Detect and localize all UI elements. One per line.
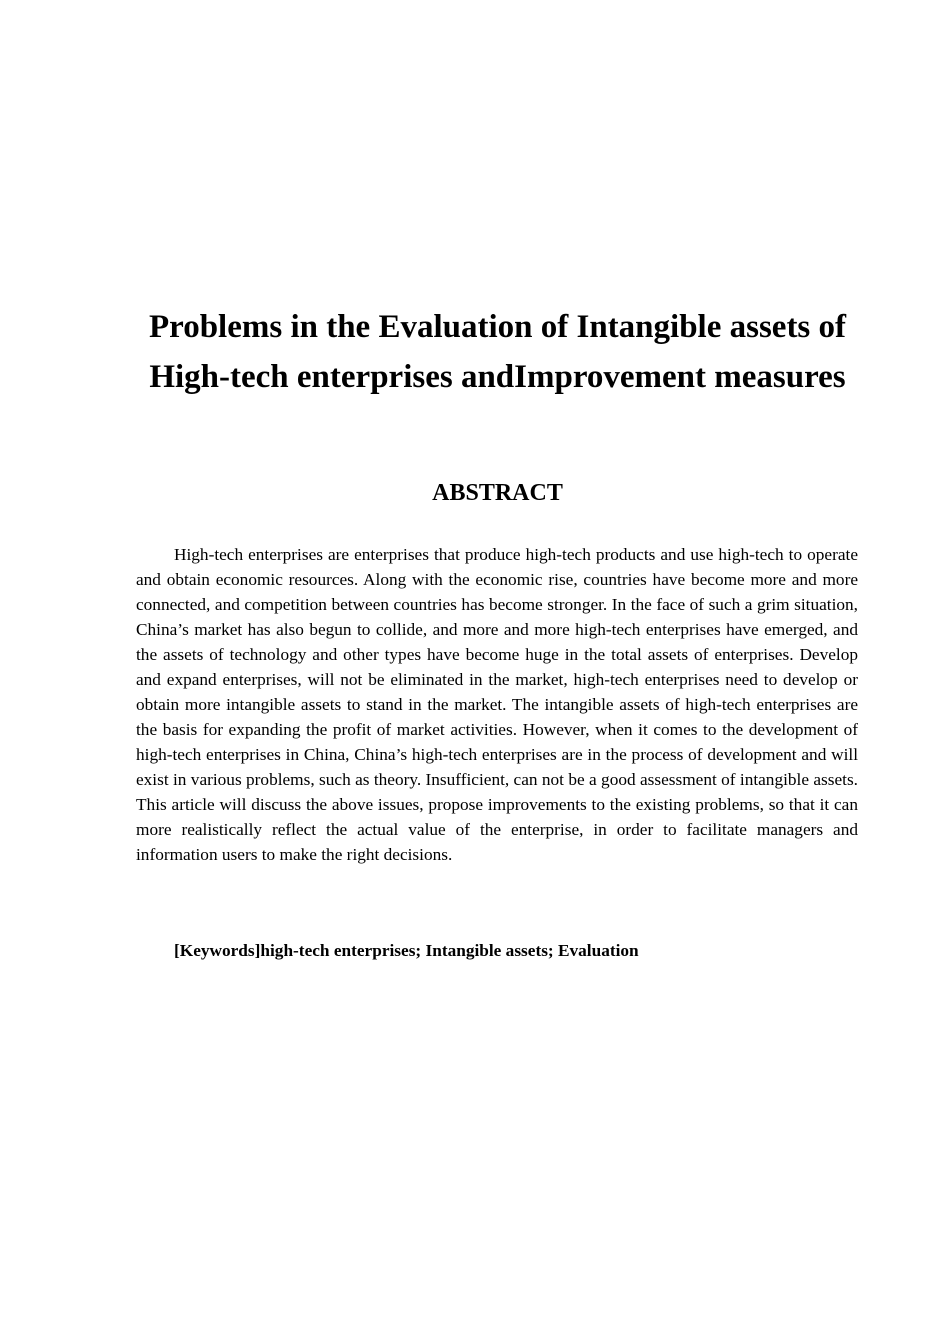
paper-title: Problems in the Evaluation of Intangible assets of High-tech enterprises andImprovement measures	[148, 309, 847, 395]
abstract-heading: ABSTRACT	[432, 480, 563, 506]
keywords-line: [Keywords]high-tech enterprises; Intangible assets; Evaluation	[174, 941, 639, 960]
abstract-body: High-tech enterprises are enterprises that produce high-tech products and use high-tech to operate and obtain economic resources. Along with the economic rise, countries have become more and more connected, and competition between countries has become stronger. In the face of such a grim situation, China’s market has also begun to collide, and more and more high-tech enterprises have emerged, and the assets of technology and other types have become huge in the total assets of enterprises. Develop and expand enterprises, will not be eliminated in the market, high-tech enterprises need to develop or obtain more intangible assets to stand in the market. The intangible assets of high-tech enterprises are the basis for expanding the profit of market activities. However, when it comes to the development of high-tech enterprises in China, China’s high-tech enterprises are in the process of development and will exist in various problems, such as theory. Insufficient, can not be a good assessment of intangible assets. This article will discuss the above issues, propose improvements to the existing problems, so that it can more realistically reflect the actual value of the enterprise, in order to facilitate managers and information users to make the right decisions.	[136, 545, 858, 864]
